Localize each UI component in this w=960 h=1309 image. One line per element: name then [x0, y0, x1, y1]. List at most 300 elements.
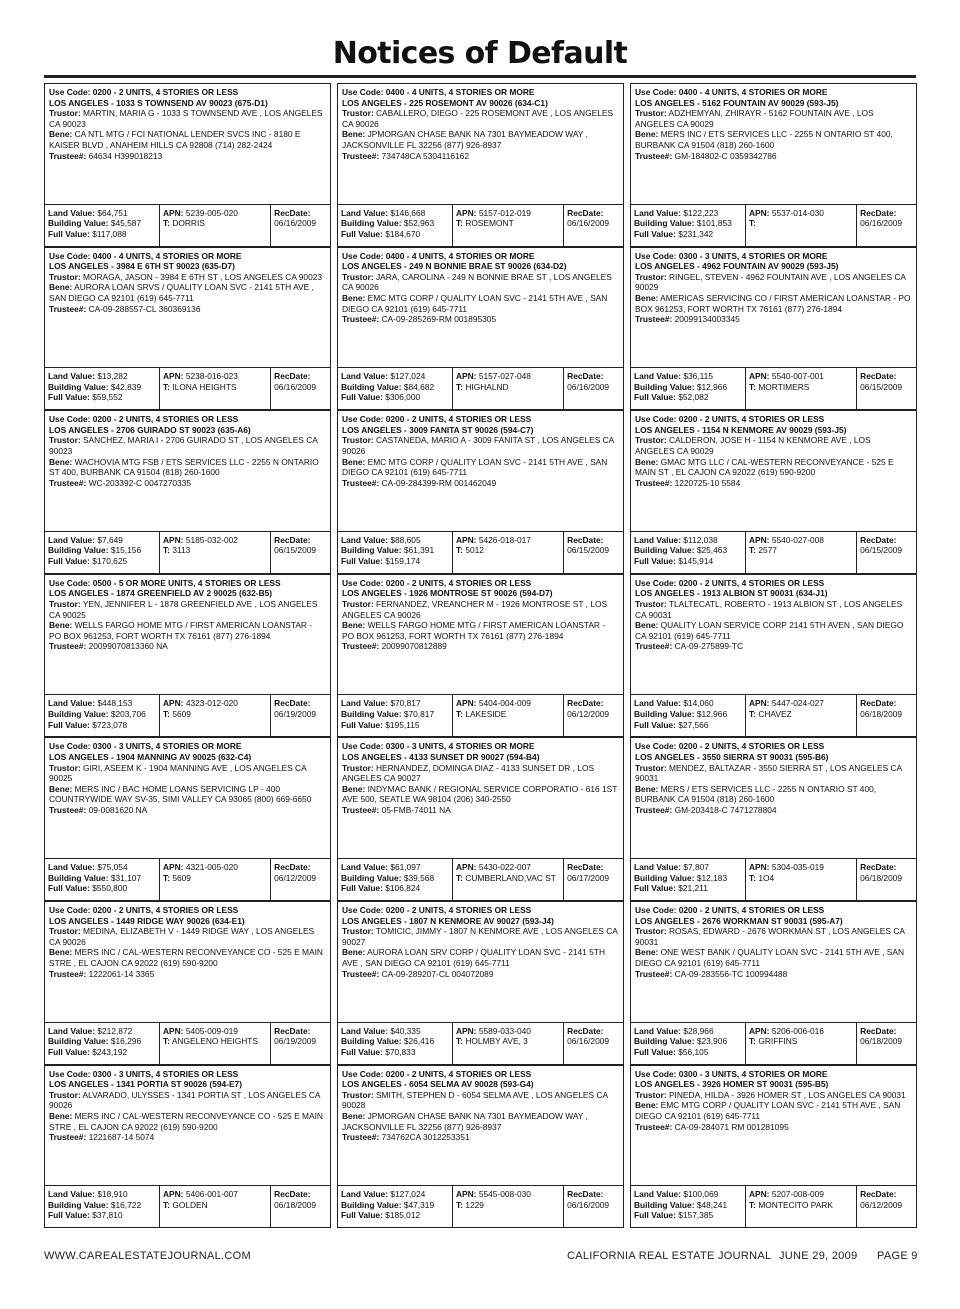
- use-code: Use Code: 0300 - 3 UNITS, 4 STORIES OR MORE: [635, 1068, 828, 1079]
- recdate-cell: [856, 1186, 916, 1227]
- recdate-label: RecDate:: [860, 371, 897, 382]
- trustee-number-value: 64634 H399018213: [88, 150, 163, 161]
- tract-label: T:: [163, 872, 170, 883]
- notice-values: [45, 204, 330, 246]
- land-value-value: $18,910: [97, 1189, 128, 1200]
- notice-values: [45, 1022, 330, 1064]
- beneficiary-label: Bene:: [635, 783, 659, 794]
- full-value-value: $170,625: [92, 555, 128, 566]
- apn-label: APN:: [163, 1025, 184, 1036]
- beneficiary-label: Bene:: [342, 620, 366, 631]
- building-value-label: Building Value:: [48, 381, 109, 392]
- apn-cell: [745, 368, 856, 409]
- trustee-number-label: Trustee#:: [342, 968, 380, 979]
- apn: [456, 862, 561, 873]
- apn-value: 5185-032-002: [185, 534, 238, 545]
- apn-value: 5589-033-040: [478, 1025, 531, 1036]
- recdate-value: 06/16/2009: [567, 1199, 610, 1210]
- beneficiary: [342, 457, 619, 478]
- footer-page: PAGE 9: [877, 1250, 918, 1262]
- full-value: [634, 1210, 743, 1221]
- recdate-cell: [856, 205, 916, 246]
- notice-details: [338, 411, 623, 529]
- page-title: Notices of Default: [332, 36, 628, 71]
- land-value-value: $100,069: [683, 1189, 719, 1200]
- property-address: LOS ANGELES - 5162 FOUNTAIN AV 90029 (593-J5): [635, 97, 839, 108]
- apn-label: APN:: [749, 1189, 770, 1200]
- notice-card: [44, 1065, 331, 1229]
- trustor-value: HERNANDEZ, DOMINGA DIAZ - 4133 SUNSET DR , LOS ANGELES CA 90027: [342, 762, 595, 784]
- land-value-label: Land Value:: [48, 534, 96, 545]
- tract-value: CUMBERLAND,VAC ST: [465, 872, 556, 883]
- recdate-value: 06/19/2009: [274, 708, 317, 719]
- land-value-label: Land Value:: [634, 207, 682, 218]
- apn-cell: [745, 859, 856, 900]
- beneficiary-value: CA NTL MTG / FCI NATIONAL LENDER SVCS INC - 8180 E KAISER BLVD , ANAHEIM HILLS CA 92808 (714) 282-2424: [49, 129, 301, 150]
- tract-value: HIGHALND: [465, 381, 509, 392]
- full-value-value: $195,115: [385, 719, 420, 730]
- notice-values: [631, 204, 916, 246]
- beneficiary: [635, 620, 912, 641]
- land-value-label: Land Value:: [341, 371, 389, 382]
- building-value-value: $84,682: [403, 381, 435, 392]
- use-code: Use Code: 0200 - 2 UNITS, 4 STORIES OR LESS: [635, 577, 825, 588]
- land-value-value: $7,807: [683, 861, 709, 872]
- land-value-value: $13,282: [97, 371, 128, 382]
- land-value-label: Land Value:: [48, 861, 96, 872]
- trustor-label: Trustor:: [635, 271, 667, 282]
- land-value-label: Land Value:: [341, 1025, 389, 1036]
- recdate-label: RecDate:: [860, 1025, 897, 1036]
- apn-label: APN:: [163, 371, 184, 382]
- apn-label: APN:: [163, 534, 184, 545]
- beneficiary-value: EMC MTG CORP / QUALITY LOAN SVC - 2141 5TH AVE , SAN DIEGO CA 92101 (619) 645-7711: [342, 456, 608, 478]
- land-value: [48, 1026, 157, 1037]
- trustor: [635, 599, 912, 620]
- land-value: [634, 1189, 743, 1200]
- building-value: [634, 709, 743, 720]
- notice-details: [45, 1066, 330, 1184]
- trustor-value: MORAGA, JASON - 3984 E 6TH ST , LOS ANGELES CA 90023: [82, 271, 323, 282]
- tract: [163, 218, 268, 229]
- building-value: [634, 218, 743, 229]
- full-value-value: $56,105: [678, 1046, 709, 1057]
- trustor: [49, 763, 326, 784]
- trustee-number-value: 734762CA 3012253351: [381, 1132, 470, 1143]
- beneficiary-value: EMC MTG CORP / QUALITY LOAN SVC - 2141 5TH AVE , SAN DIEGO CA 92101 (619) 645-7711: [635, 1100, 901, 1121]
- trustor-value: ALVARADO, ULYSSES - 1341 PORTIA ST , LOS ANGELES CA 90026: [49, 1089, 321, 1111]
- apn: [456, 1026, 561, 1037]
- trustor-label: Trustor:: [635, 108, 667, 119]
- recdate-value: 06/18/2009: [860, 1036, 903, 1047]
- building-value-label: Building Value:: [341, 218, 402, 229]
- notice-card: [630, 1065, 917, 1229]
- trustee-number: [49, 641, 326, 652]
- notice-card: [630, 83, 917, 247]
- recdate-cell: [270, 532, 330, 573]
- apn: [456, 1189, 561, 1200]
- trustee-number-label: Trustee#:: [635, 314, 673, 325]
- building-value-label: Building Value:: [48, 545, 109, 556]
- apn: [163, 371, 268, 382]
- land-value-label: Land Value:: [634, 1189, 682, 1200]
- tract-value: ILONA HEIGHTS: [172, 381, 237, 392]
- beneficiary: [49, 282, 326, 303]
- full-value-value: $106,824: [385, 883, 421, 894]
- full-value-value: $27,566: [678, 719, 709, 730]
- tract: [456, 545, 561, 556]
- notice-details: [338, 84, 623, 202]
- trustee-number-value: 20099070812889: [381, 641, 447, 652]
- land-value-value: $75,054: [97, 861, 128, 872]
- building-value-label: Building Value:: [48, 872, 109, 883]
- trustee-number-value: CA-09-285269-RM 001895305: [381, 314, 497, 325]
- land-value: [341, 1026, 450, 1037]
- apn-label: APN:: [456, 1025, 477, 1036]
- recdate-value: 06/18/2009: [860, 708, 903, 719]
- notice-card: [44, 901, 331, 1065]
- full-value-label: Full Value:: [634, 555, 676, 566]
- building-value-label: Building Value:: [48, 708, 109, 719]
- values-cell: [631, 695, 745, 736]
- notice-card: [44, 737, 331, 901]
- apn-cell: [745, 205, 856, 246]
- notice-card: [337, 901, 624, 1065]
- building-value: [341, 709, 450, 720]
- building-value-value: $101,853: [696, 218, 732, 229]
- notice-card: [630, 737, 917, 901]
- notice-details: [631, 411, 916, 529]
- land-value-value: $70,817: [390, 698, 421, 709]
- apn-value: 4321-005-020: [185, 861, 238, 872]
- tract-label: T:: [456, 1036, 463, 1047]
- notice-values: [338, 694, 623, 736]
- building-value-label: Building Value:: [341, 1036, 402, 1047]
- recdate-cell: [563, 859, 623, 900]
- trustee-number-label: Trustee#:: [635, 968, 673, 979]
- land-value: [634, 862, 743, 873]
- tract-label: T:: [456, 708, 463, 719]
- trustor-value: ROSAS, EDWARD - 2676 WORKMAN ST , LOS ANGELES CA 90031: [635, 926, 905, 947]
- use-code: Use Code: 0400 - 4 UNITS, 4 STORIES OR MORE: [342, 250, 535, 261]
- beneficiary: [635, 947, 912, 968]
- beneficiary: [342, 129, 619, 150]
- apn-value: 5406-001-007: [185, 1189, 238, 1200]
- full-value-label: Full Value:: [341, 719, 383, 730]
- apn: [163, 1189, 268, 1200]
- property-address: LOS ANGELES - 225 ROSEMONT AV 90026 (634-C1): [342, 97, 548, 108]
- land-value-label: Land Value:: [341, 207, 389, 218]
- tract-label: T:: [456, 872, 463, 883]
- building-value: [341, 218, 450, 229]
- values-cell: [338, 1023, 452, 1064]
- trustor-label: Trustor:: [635, 598, 667, 609]
- full-value: [341, 720, 450, 731]
- apn-value: 5206-006-016: [771, 1025, 824, 1036]
- beneficiary-label: Bene:: [635, 129, 659, 140]
- property-address: LOS ANGELES - 4962 FOUNTAIN AV 90029 (593-J5): [635, 261, 839, 272]
- building-value-label: Building Value:: [341, 872, 402, 883]
- trustor: [49, 926, 326, 947]
- recdate-value: 06/15/2009: [274, 545, 317, 556]
- building-value-label: Building Value:: [634, 708, 695, 719]
- values-cell: [338, 1186, 452, 1227]
- land-value-value: $122,223: [683, 207, 719, 218]
- tract-label: T:: [456, 381, 463, 392]
- notice-card: [337, 83, 624, 247]
- full-value-value: $306,000: [385, 392, 421, 403]
- trustor: [342, 763, 619, 784]
- trustor-label: Trustor:: [342, 598, 374, 609]
- values-cell: [338, 532, 452, 573]
- trustor-value: MENDEZ, BALTAZAR - 3550 SIERRA ST , LOS ANGELES CA 90031: [635, 762, 902, 784]
- tract: [749, 382, 854, 393]
- land-value-value: $448,153: [97, 698, 133, 709]
- apn-value: 5426-018-017: [478, 534, 531, 545]
- tract-label: T:: [749, 381, 756, 392]
- apn: [456, 535, 561, 546]
- recdate-label: RecDate:: [274, 371, 311, 382]
- tract-value: HOLMBY AVE, 3: [465, 1036, 528, 1047]
- beneficiary-value: QUALITY LOAN SERVICE CORP 2141 5TH AVEN , SAN DIEGO CA 92101 (619) 645-7711: [635, 620, 904, 641]
- recdate-label: RecDate:: [860, 698, 897, 709]
- trustee-number-label: Trustee#:: [342, 477, 380, 488]
- values-cell: [338, 368, 452, 409]
- recdate-label: RecDate:: [567, 1025, 604, 1036]
- tract-value: GOLDEN: [172, 1199, 208, 1210]
- trustor-label: Trustor:: [49, 762, 81, 773]
- beneficiary: [49, 620, 326, 641]
- tract-value: 1229: [465, 1199, 484, 1210]
- land-value: [634, 1026, 743, 1037]
- trustor-value: TOMICIC, JIMMY - 1807 N KENMORE AVE , LOS ANGELES CA 90027: [342, 926, 618, 947]
- trustee-number-label: Trustee#:: [342, 804, 380, 815]
- building-value: [48, 709, 157, 720]
- beneficiary-label: Bene:: [635, 620, 659, 631]
- beneficiary-label: Bene:: [342, 947, 366, 958]
- full-value: [634, 392, 743, 403]
- trustor-value: CALDERON, JOSE H - 1154 N KENMORE AVE , LOS ANGELES CA 90029: [635, 435, 871, 456]
- full-value-value: $723,078: [92, 719, 128, 730]
- notice-values: [631, 367, 916, 409]
- beneficiary-value: INDYMAC BANK / REGIONAL SERVICE CORPORATIO - 616 1ST AVE 500, SEATLE WA 98104 (206) 340-2550: [342, 783, 618, 805]
- trustor-label: Trustor:: [49, 926, 81, 937]
- full-value-label: Full Value:: [341, 555, 383, 566]
- beneficiary-value: JPMORGAN CHASE BANK NA 7301 BAYMEADOW WAY , JACKSONVILLE FL 32256 (877) 926-8937: [342, 129, 588, 150]
- beneficiary: [342, 293, 619, 314]
- tract: [163, 1036, 268, 1047]
- property-address: LOS ANGELES - 1874 GREENFIELD AV 2 90025 (632-B5): [49, 588, 273, 599]
- beneficiary-label: Bene:: [49, 620, 73, 631]
- building-value-label: Building Value:: [634, 1036, 695, 1047]
- land-value-label: Land Value:: [634, 534, 682, 545]
- recdate-value: 06/17/2009: [567, 872, 610, 883]
- apn-value: 5537-014-030: [771, 207, 824, 218]
- building-value-label: Building Value:: [48, 1199, 109, 1210]
- building-value: [634, 873, 743, 884]
- apn-cell: [159, 532, 270, 573]
- property-address: LOS ANGELES - 6054 SELMA AV 90028 (593-G4): [342, 1079, 534, 1090]
- building-value-value: $12,966: [696, 708, 728, 719]
- building-value: [634, 545, 743, 556]
- recdate-cell: [563, 695, 623, 736]
- use-code: Use Code: 0200 - 2 UNITS, 4 STORIES OR LESS: [342, 1068, 532, 1079]
- full-value-label: Full Value:: [634, 392, 676, 403]
- beneficiary-label: Bene:: [342, 456, 366, 467]
- land-value-value: $7,649: [97, 534, 123, 545]
- trustee-number: [49, 478, 326, 489]
- recdate-label: RecDate:: [860, 207, 897, 218]
- use-code: Use Code: 0400 - 4 UNITS, 4 STORIES OR MORE: [635, 87, 828, 97]
- beneficiary-label: Bene:: [342, 129, 366, 140]
- beneficiary-label: Bene:: [49, 456, 73, 467]
- notice-card: [630, 574, 917, 738]
- apn-cell: [452, 695, 563, 736]
- apn: [749, 208, 854, 219]
- trustee-number: [635, 969, 912, 980]
- trustor-value: RINGEL, STEVEN - 4962 FOUNTAIN AVE , LOS ANGELES CA 90029: [635, 271, 906, 293]
- notice-details: [631, 738, 916, 856]
- trustor-label: Trustor:: [342, 435, 374, 446]
- apn-value: 5207-008-009: [771, 1189, 824, 1200]
- beneficiary: [49, 1111, 326, 1132]
- recdate-cell: [563, 1186, 623, 1227]
- values-cell: [631, 205, 745, 246]
- trustee-number: [635, 314, 912, 325]
- beneficiary: [49, 457, 326, 478]
- building-value-label: Building Value:: [341, 381, 402, 392]
- beneficiary: [49, 129, 326, 150]
- use-code: Use Code: 0200 - 2 UNITS, 4 STORIES OR LESS: [342, 904, 532, 915]
- trustor-label: Trustor:: [342, 271, 374, 282]
- beneficiary-label: Bene:: [49, 783, 73, 794]
- notice-values: [338, 1185, 623, 1227]
- values-cell: [45, 1186, 159, 1227]
- full-value: [341, 392, 450, 403]
- land-value: [634, 208, 743, 219]
- tract-value: CHAVEZ: [758, 708, 792, 719]
- values-cell: [338, 695, 452, 736]
- full-value: [341, 556, 450, 567]
- tract: [163, 709, 268, 720]
- apn-label: APN:: [456, 1189, 477, 1200]
- building-value: [341, 873, 450, 884]
- trustee-number: [635, 641, 912, 652]
- trustee-number-label: Trustee#:: [635, 804, 673, 815]
- recdate-cell: [270, 695, 330, 736]
- trustee-number-label: Trustee#:: [49, 150, 87, 161]
- recdate-label: RecDate:: [274, 1189, 311, 1200]
- property-address: LOS ANGELES - 2706 GUIRADO ST 90023 (635-A6): [49, 424, 251, 435]
- apn-cell: [745, 1186, 856, 1227]
- beneficiary-value: GMAC MTG LLC / CAL-WESTERN RECONVEYANCE - 525 E MAIN ST , EL CAJON CA 92022 (619) 590-9200: [635, 456, 894, 478]
- land-value: [341, 698, 450, 709]
- tract: [163, 545, 268, 556]
- apn-value: 5157-027-048: [478, 371, 531, 382]
- notice-details: [338, 248, 623, 366]
- recdate-value: 06/16/2009: [274, 381, 317, 392]
- values-cell: [338, 859, 452, 900]
- trustor-value: JARA, CAROLINA - 249 N BONNIE BRAE ST , LOS ANGELES CA 90026: [342, 271, 612, 293]
- trustor: [635, 1090, 912, 1101]
- tract: [163, 1200, 268, 1211]
- beneficiary: [635, 457, 912, 478]
- beneficiary-label: Bene:: [342, 292, 366, 303]
- building-value-value: $16,296: [110, 1036, 142, 1047]
- recdate-cell: [563, 205, 623, 246]
- beneficiary: [342, 620, 619, 641]
- land-value-label: Land Value:: [341, 861, 389, 872]
- trustor: [342, 272, 619, 293]
- building-value: [48, 873, 157, 884]
- trustee-number: [635, 151, 912, 162]
- beneficiary-value: MERS / ETS SERVICES LLC - 2255 N ONTARIO ST 400, BURBANK CA 91504 (818) 260-1600: [635, 783, 877, 805]
- notice-values: [338, 204, 623, 246]
- beneficiary-label: Bene:: [49, 282, 73, 293]
- notice-card: [44, 574, 331, 738]
- building-value-value: $203,706: [110, 708, 146, 719]
- notice-details: [45, 575, 330, 693]
- recdate-label: RecDate:: [274, 534, 311, 545]
- land-value-label: Land Value:: [341, 534, 389, 545]
- full-value-label: Full Value:: [634, 228, 676, 239]
- apn: [163, 208, 268, 219]
- apn-cell: [745, 1023, 856, 1064]
- recdate-cell: [270, 859, 330, 900]
- trustee-number-value: 1220725-10 5584: [674, 477, 741, 488]
- beneficiary: [49, 947, 326, 968]
- beneficiary: [342, 947, 619, 968]
- values-cell: [45, 859, 159, 900]
- land-value: [341, 371, 450, 382]
- apn-cell: [745, 695, 856, 736]
- recdate-value: 06/16/2009: [860, 218, 903, 229]
- notice-details: [631, 84, 916, 202]
- property-address: LOS ANGELES - 3926 HOMER ST 90031 (595-B5): [635, 1079, 829, 1090]
- trustee-number-label: Trustee#:: [635, 1121, 673, 1132]
- apn-value: 5157-012-019: [478, 207, 531, 218]
- full-value-label: Full Value:: [341, 1210, 383, 1221]
- notice-values: [631, 1185, 916, 1227]
- tract-label: T:: [456, 1199, 463, 1210]
- tract: [456, 709, 561, 720]
- trustee-number: [342, 478, 619, 489]
- tract: [749, 873, 854, 884]
- beneficiary-label: Bene:: [49, 129, 73, 140]
- recdate-value: 06/16/2009: [567, 1036, 610, 1047]
- apn-value: 5404-004-009: [478, 698, 531, 709]
- notice-details: [45, 902, 330, 1020]
- tract-label: T:: [456, 218, 463, 229]
- recdate-cell: [856, 695, 916, 736]
- apn-cell: [159, 1186, 270, 1227]
- notice-card: [337, 574, 624, 738]
- land-value: [48, 208, 157, 219]
- notice-values: [631, 694, 916, 736]
- land-value: [634, 535, 743, 546]
- trustor-label: Trustor:: [49, 108, 81, 119]
- notice-values: [45, 367, 330, 409]
- trustor-label: Trustor:: [342, 1089, 374, 1100]
- apn: [749, 862, 854, 873]
- tract-value: 1O4: [758, 872, 775, 883]
- tract-value: LAKESIDE: [465, 708, 507, 719]
- trustee-number-value: CA-09-284071 RM 001281095: [674, 1121, 789, 1132]
- trustee-number: [49, 304, 326, 315]
- notice-details: [631, 902, 916, 1020]
- full-value: [634, 229, 743, 240]
- land-value: [48, 535, 157, 546]
